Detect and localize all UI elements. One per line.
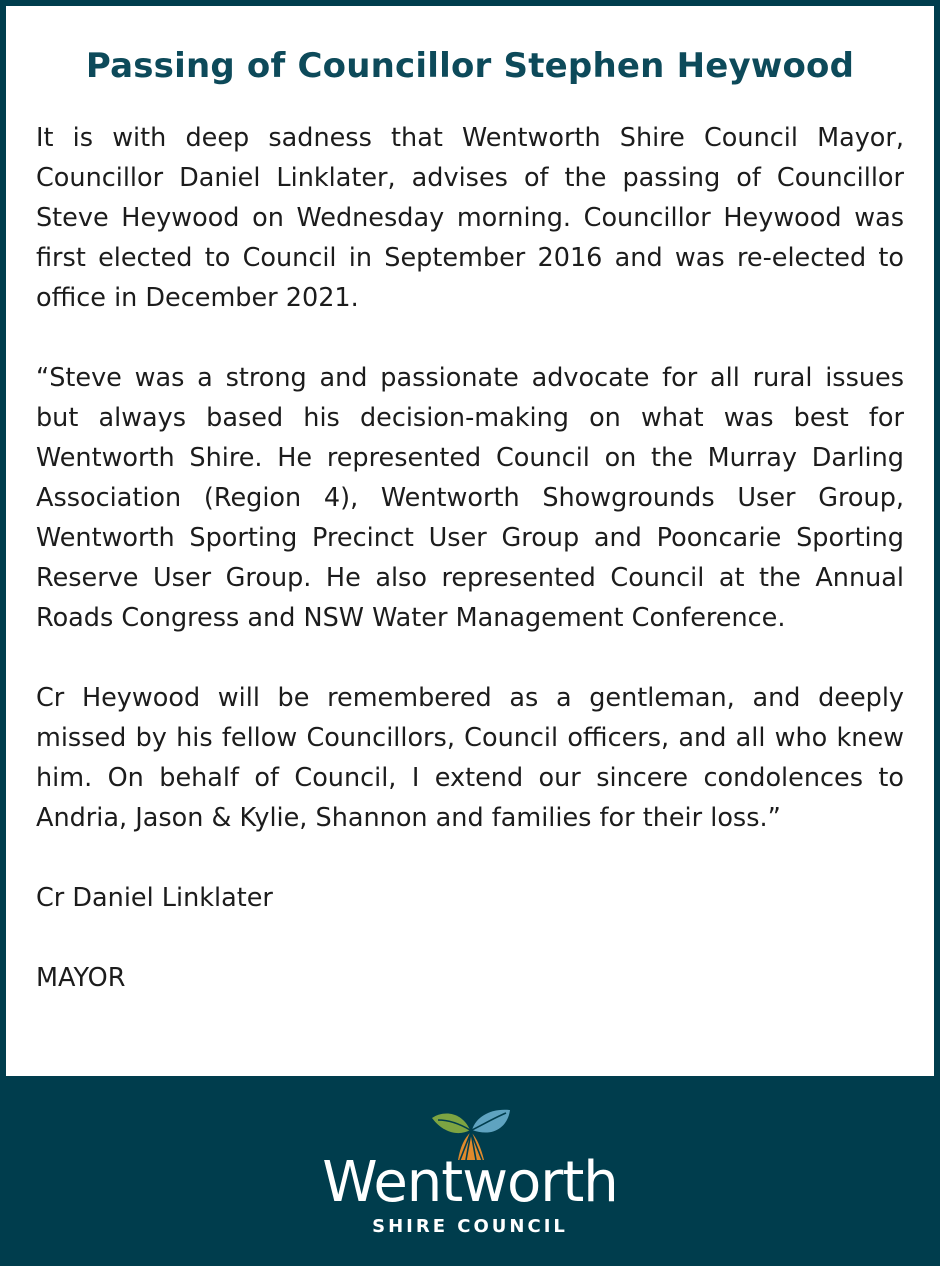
- paragraph-1: It is with deep sadness that Wentworth Shire Council Mayor, Councillor Daniel Linklater, advises of the passing of Councillor Steve Heywood on Wednesday morning. Councillor Heywood was first elected to Council in September 2016 and was re-elected to office in December 2021.: [36, 123, 904, 313]
- logo-subtitle: SHIRE COUNCIL: [372, 1216, 568, 1237]
- footer-logo-area: [0, 1076, 940, 1266]
- notice-panel: [6, 6, 934, 1076]
- notice-body: [36, 118, 904, 1038]
- logo-wordmark: Wentworth: [322, 1150, 618, 1215]
- paragraph-3: Cr Heywood will be remembered as a gentleman, and deeply missed by his fellow Councillors, Council officers, and all who knew him. On behalf of Council, I extend our sincere condolences to Andria, Jason & Kylie, Shannon and families for their loss.”: [36, 683, 904, 833]
- signature-role: MAYOR: [36, 963, 126, 993]
- paragraph-2: “Steve was a strong and passionate advocate for all rural issues but always based his decision-making on what was best for Wentworth Shire. He represented Council on the Murray Darling Association (Region 4), Wentworth Showgrounds User Group, Wentworth Sporting Precinct User Group and Pooncarie Sporting Reserve User Group. He also represented Council at the Annual Roads Congress and NSW Water Management Conference.: [36, 363, 904, 633]
- notice-title: Passing of Councillor Stephen Heywood: [85, 46, 855, 86]
- signature-name: Cr Daniel Linklater: [36, 883, 273, 913]
